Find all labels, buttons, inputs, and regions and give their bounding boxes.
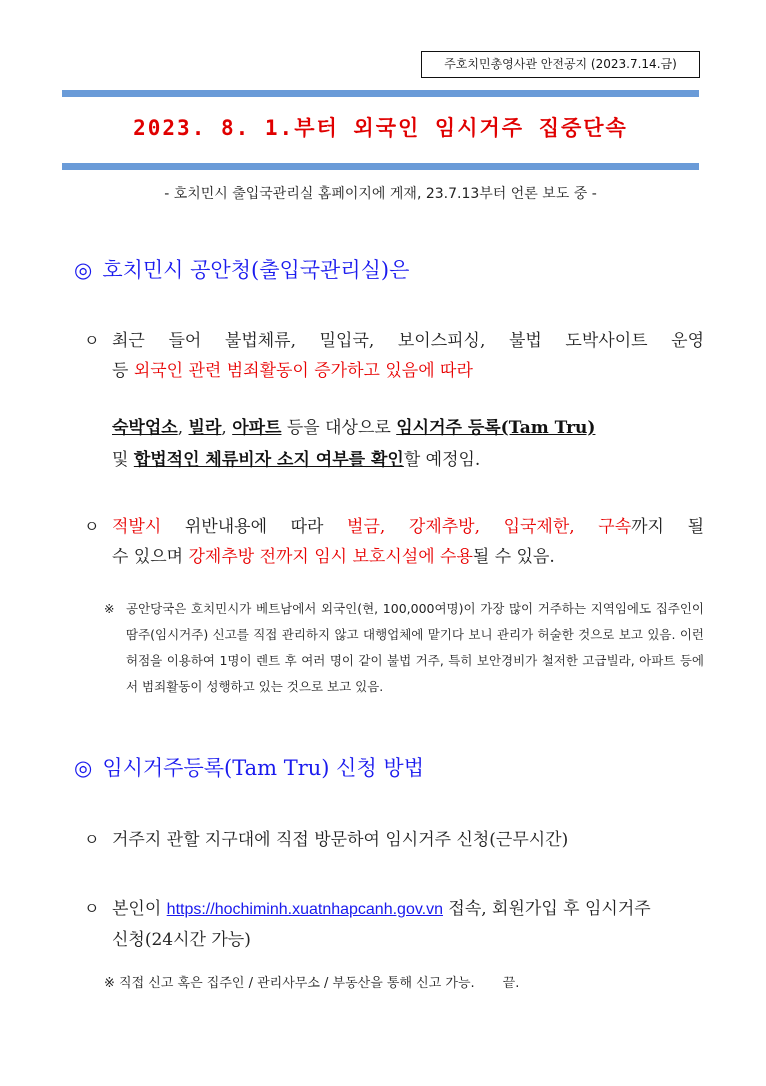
- plain-text: 까지 될: [631, 517, 704, 537]
- bullet-symbol: ㅇ: [84, 331, 100, 350]
- section1-note: [104, 596, 704, 700]
- section1-heading: [74, 254, 409, 284]
- section2-heading: [74, 752, 424, 782]
- plain-text: 본인이: [112, 899, 167, 919]
- emphasis-lodging: 숙박업소: [112, 418, 178, 438]
- red-text: 강제추방 전까지 임시 보호시설에 수용: [188, 547, 473, 567]
- section1-paragraph: [112, 412, 704, 476]
- bottom-divider-bar: [62, 163, 699, 170]
- paragraph-mid-text: 등을 대상으로: [281, 418, 397, 438]
- double-circle-icon: ◎: [74, 756, 93, 780]
- section2-heading-text: 임시거주등록(Tam Tru) 신청 방법: [102, 756, 424, 780]
- reference-mark-icon: ※: [104, 976, 115, 991]
- bullet-line-1: [112, 894, 704, 925]
- bullet-text: 거주지 관할 지구대에 직접 방문하여 임시거주 신청(근무시간): [112, 830, 569, 850]
- bullet-symbol: ㅇ: [84, 830, 100, 849]
- notice-label: 주호치민총영사관 안전공지 (2023.7.14.금): [421, 51, 700, 78]
- plain-text: 수 있으며: [112, 547, 189, 567]
- section2-note: [104, 972, 519, 991]
- double-circle-icon: ◎: [74, 258, 93, 282]
- note-text: 공안당국은 호치민시가 베트남에서 외국인(현, 100,000여명)이 가장 많이 거주하는 지역임에도 집주인이 땀주(임시거주) 신고를 직접 관리하지 않고 대행업체에 맡기다 보니 관리가 허술한 것으로 보고 있음. 이런 허점을 이용하여 1명이 렌트 후 여러 명이 같이 불법 거주, 특히 보안경비가 철저한 고급빌라, 아파트 등에서 범죄활동이 성행하고 있는 것으로 보고 있음.: [126, 601, 704, 694]
- comma: ,: [177, 418, 189, 438]
- reference-mark-icon: ※: [104, 601, 115, 616]
- plain-text: 위반내용에 따라: [161, 517, 348, 537]
- page-subtitle: - 호치민시 출입국관리실 홈페이지에 게재, 23.7.13부터 언론 보도 중 -: [164, 186, 597, 202]
- bullet-line-2: 신청(24시간 가능): [112, 930, 251, 950]
- section1-bullet-2: [84, 512, 704, 572]
- paragraph-line-2-start: 및: [112, 450, 134, 470]
- note-text: 직접 신고 혹은 집주인 / 관리사무소 / 부동산을 통해 신고 가능.: [119, 976, 475, 991]
- section1-heading-text: 호치민시 공안청(출입국관리실)은: [102, 258, 410, 282]
- section2-bullet-2: [84, 894, 704, 955]
- plain-text: 될 수 있음.: [472, 547, 555, 567]
- red-text: 적발시: [112, 517, 162, 537]
- emphasis-tamtru-registration: 임시거주 등록(Tam Tru): [396, 418, 596, 438]
- end-mark: 끝.: [502, 976, 520, 991]
- red-text: 벌금, 강제추방, 입국제한, 구속: [347, 517, 632, 537]
- bullet-line-1: 최근 들어 불법체류, 밀입국, 보이스피싱, 불법 도박사이트 운영: [112, 331, 704, 351]
- bullet-line-2: [112, 356, 704, 386]
- paragraph-line-2: [112, 444, 704, 476]
- paragraph-line-2-end: 할 예정임.: [403, 450, 481, 470]
- immigration-portal-link[interactable]: https://hochiminh.xuatnhapcanh.gov.vn: [166, 901, 443, 918]
- bullet-line-2-red: 외국인 관련 범죄활동이 증가하고 있음에 따라: [133, 361, 473, 381]
- page-title: 2023. 8. 1.부터 외국인 임시거주 집중단속: [133, 116, 628, 140]
- plain-text: 접속, 회원가입 후 임시거주: [443, 899, 651, 919]
- top-divider-bar: [62, 90, 699, 97]
- emphasis-villa: 빌라: [188, 418, 222, 438]
- bullet-line-2: [112, 542, 704, 572]
- section1-bullet-1: [84, 326, 704, 386]
- bullet-symbol: ㅇ: [84, 517, 100, 536]
- comma: ,: [221, 418, 233, 438]
- paragraph-line-1: [112, 412, 704, 444]
- section2-bullet-1: [84, 825, 704, 855]
- bullet-symbol: ㅇ: [84, 899, 100, 918]
- bullet-line-2-plain: 등: [112, 361, 134, 381]
- bullet-line-1: [112, 512, 704, 542]
- emphasis-apartment: 아파트: [232, 418, 282, 438]
- emphasis-visa-check: 합법적인 체류비자 소지 여부를 확인: [133, 450, 404, 470]
